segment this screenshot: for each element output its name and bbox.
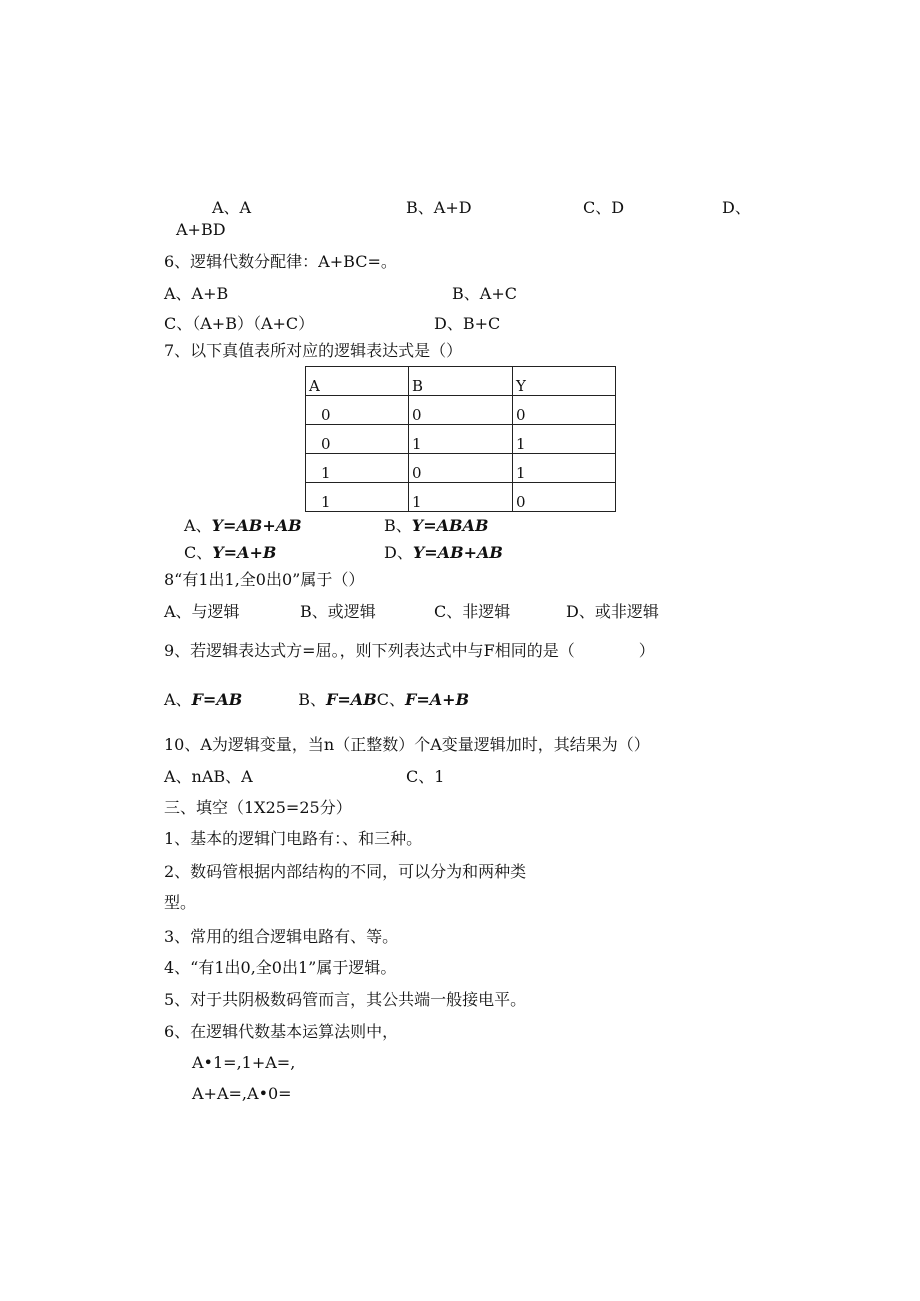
truth-table-row bbox=[306, 483, 616, 512]
q7-option-d-label: D、 bbox=[384, 543, 413, 562]
truth-table-cell: 0 bbox=[512, 396, 615, 425]
q9-option-c-label: C、 bbox=[376, 690, 405, 709]
q6-option-b: B、A+C bbox=[452, 284, 517, 303]
q7-stem: 7、以下真值表所对应的逻辑表达式是（） bbox=[164, 341, 463, 360]
q10-option-ab: A、nAB、A bbox=[164, 767, 253, 786]
truth-table-cell: 0 bbox=[408, 396, 512, 425]
q5-option-b: B、A+D bbox=[406, 198, 472, 217]
q7-option-c-expr: Y=A+B bbox=[212, 543, 277, 562]
truth-table-row bbox=[306, 425, 616, 454]
q7-option-b-expr: Y=ABAB bbox=[411, 516, 489, 535]
q7-option-a-expr: Y=AB+AB bbox=[211, 516, 302, 535]
truth-table-header-cell: A bbox=[306, 367, 409, 396]
q7-option-d-expr: Y=AB+AB bbox=[412, 543, 503, 562]
q9-option-a-label: A、 bbox=[164, 690, 192, 709]
truth-table-cell: 1 bbox=[512, 454, 615, 483]
q8-option-b: B、或逻辑 bbox=[300, 602, 376, 621]
q9-stem: 9、若逻辑表达式方=屈。，则下列表达式中与F相同的是（ ） bbox=[164, 641, 655, 660]
truth-table bbox=[305, 366, 616, 512]
q6-option-a: A、A+B bbox=[164, 284, 229, 303]
fill-item-6-line-1: A•1=,1+A=, bbox=[192, 1053, 296, 1072]
q10-option-c: C、1 bbox=[406, 767, 445, 786]
fill-item-5: 5、对于共阴极数码管而言，其公共端一般接电平。 bbox=[164, 990, 527, 1009]
fill-item-3: 3、常用的组合逻辑电路有、等。 bbox=[164, 927, 399, 946]
fill-item-2: 2、数码管根据内部结构的不同，可以分为和两种类 bbox=[164, 862, 527, 881]
q5-option-d: D、 bbox=[722, 198, 751, 217]
q5-option-a: A、A bbox=[212, 198, 252, 217]
fill-item-6-line-2: A+A=,A•0= bbox=[192, 1084, 292, 1103]
q10-stem: 10、A为逻辑变量，当n（正整数）个A变量逻辑加时，其结果为（） bbox=[164, 735, 650, 754]
truth-table-cell: 1 bbox=[408, 483, 512, 512]
q7-option-c bbox=[184, 543, 276, 563]
q6-stem: 6、逻辑代数分配律：A+BC=。 bbox=[164, 252, 397, 271]
fill-item-2-cont: 型。 bbox=[164, 893, 197, 912]
q7-option-d bbox=[384, 543, 503, 563]
truth-table-cell: 1 bbox=[512, 425, 615, 454]
truth-table-row bbox=[306, 454, 616, 483]
section3-title: 三、填空（1X25=25分） bbox=[164, 798, 352, 817]
q7-option-c-label: C、 bbox=[184, 543, 213, 562]
truth-table-cell: 1 bbox=[408, 425, 512, 454]
q5-option-c: C、D bbox=[583, 198, 625, 217]
fill-item-6: 6、在逻辑代数基本运算法则中， bbox=[164, 1022, 399, 1041]
q9-option-b-label: B、 bbox=[298, 690, 327, 709]
q6-option-c: C、（A+B）（A+C） bbox=[164, 314, 315, 333]
q9-option-b-expr: F=AB bbox=[326, 690, 377, 709]
truth-table-cell: 0 bbox=[306, 425, 409, 454]
q9-option-c-expr: F=A+B bbox=[404, 690, 470, 709]
q7-option-a-label: A、 bbox=[184, 516, 212, 535]
q7-option-b bbox=[384, 516, 488, 536]
truth-table-cell: 0 bbox=[306, 396, 409, 425]
truth-table-cell: 0 bbox=[512, 483, 615, 512]
truth-table-row bbox=[306, 396, 616, 425]
truth-table-cell: 1 bbox=[306, 483, 409, 512]
truth-table-cell: 0 bbox=[408, 454, 512, 483]
truth-table-header-cell: B bbox=[408, 367, 512, 396]
q7-option-a bbox=[184, 516, 302, 536]
fill-item-1: 1、基本的逻辑门电路有：、和三种。 bbox=[164, 829, 423, 848]
q9-option-a-expr: F=AB bbox=[191, 690, 243, 709]
truth-table-cell: 1 bbox=[306, 454, 409, 483]
truth-table-header-cell: Y bbox=[512, 367, 615, 396]
q8-option-a: A、与逻辑 bbox=[164, 602, 240, 621]
q6-option-d: D、B+C bbox=[434, 314, 501, 333]
truth-table-header-row bbox=[306, 367, 616, 396]
q7-option-b-label: B、 bbox=[384, 516, 412, 535]
q5-option-d-value: A+BD bbox=[176, 220, 226, 239]
fill-item-4: 4、“有1出0,全0出1”属于逻辑。 bbox=[164, 958, 397, 977]
q8-option-c: C、非逻辑 bbox=[434, 602, 511, 621]
q8-stem: 8“有1出1,全0出0”属于（） bbox=[164, 570, 365, 589]
q8-option-d: D、或非逻辑 bbox=[566, 602, 659, 621]
q9-options bbox=[164, 690, 469, 710]
